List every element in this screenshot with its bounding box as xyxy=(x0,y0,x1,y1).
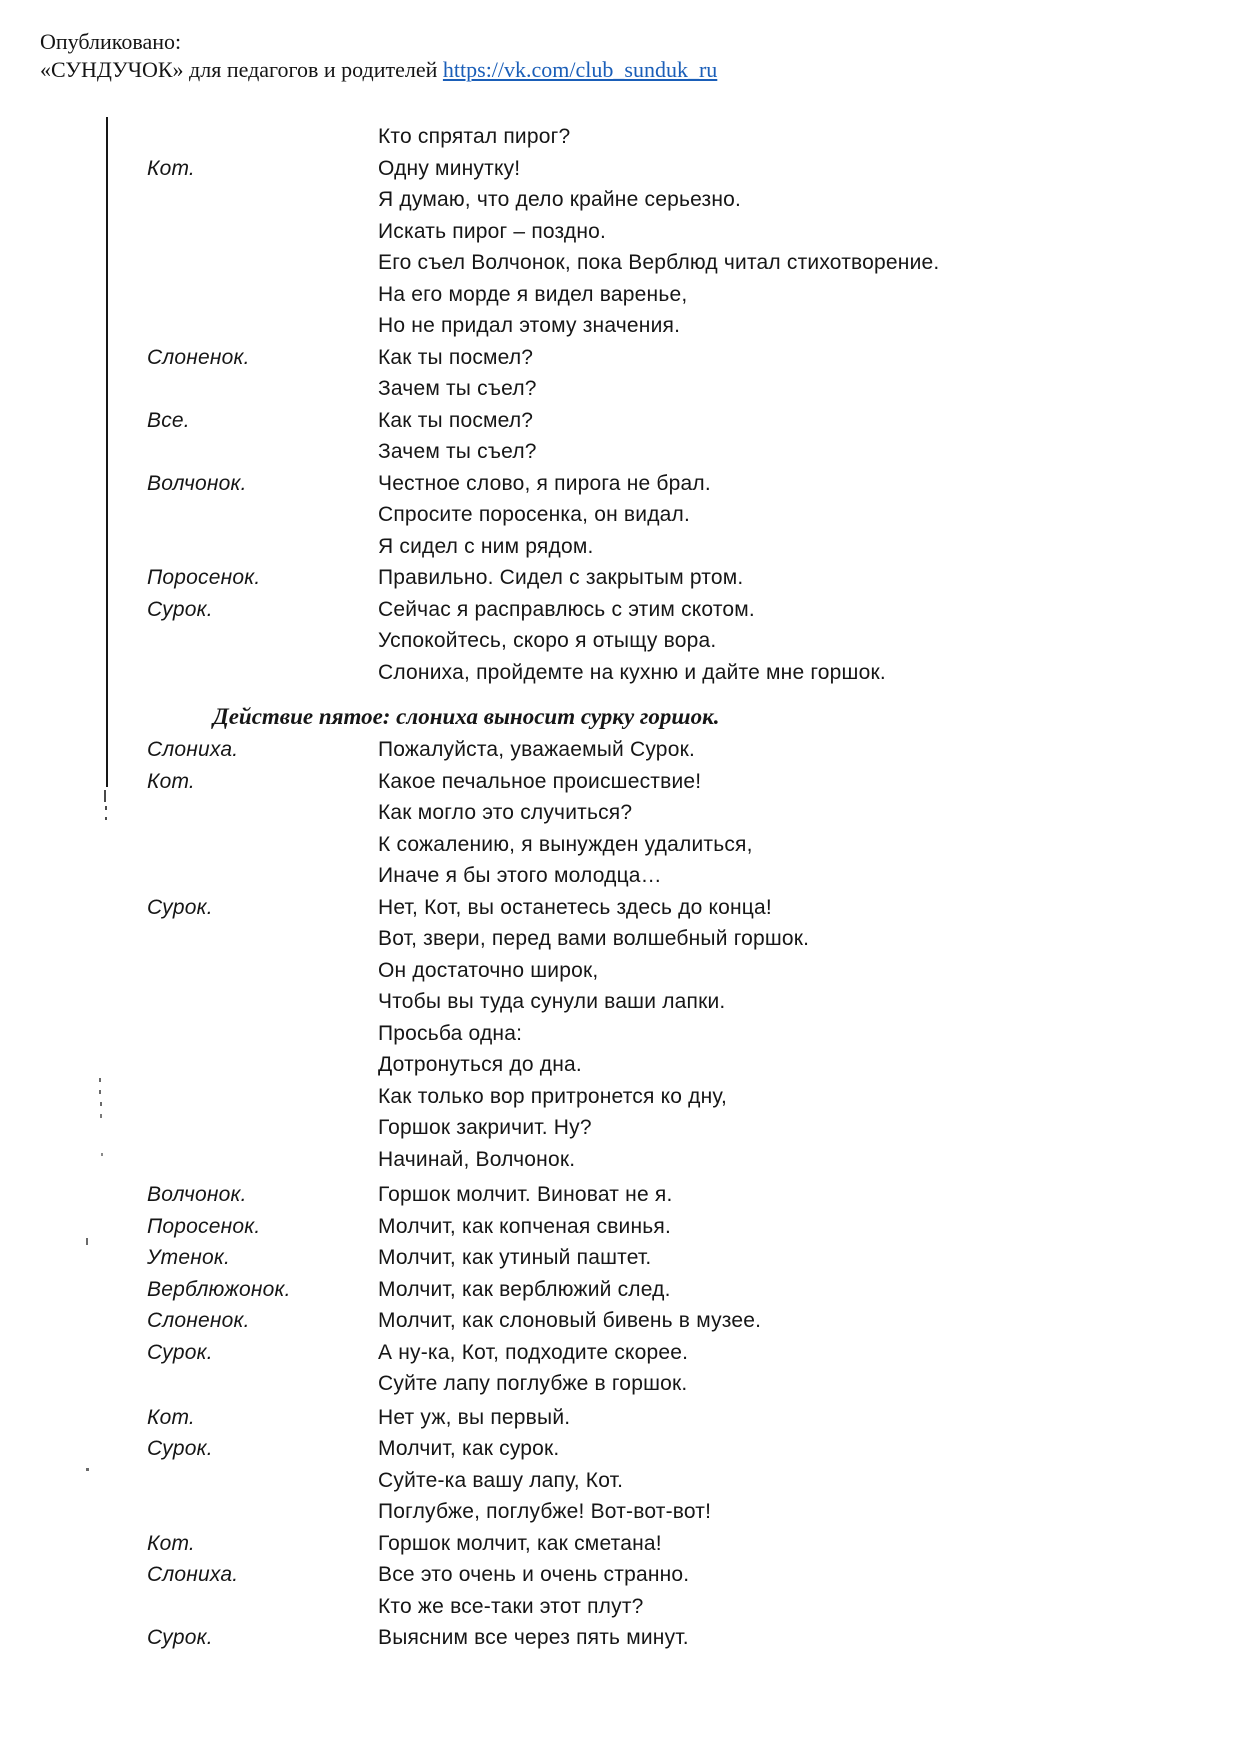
dialogue-line: Молчит, как копченая свинья. xyxy=(378,1214,672,1238)
act-heading: Действие пятое: слониха выносит сурку горшок. xyxy=(213,704,720,729)
script-row xyxy=(0,770,1240,802)
dialogue-line: Зачем ты съел? xyxy=(378,440,537,463)
script-row xyxy=(0,440,1240,472)
dialogue-line: Молчит, как слоновый бивень в музее. xyxy=(378,1309,762,1332)
script-row xyxy=(0,629,1240,661)
script-row xyxy=(0,157,1240,189)
dialogue-line: Иначе я бы этого молодца… xyxy=(378,864,662,887)
speaker-name: Поросенок. xyxy=(147,1214,261,1238)
script-row xyxy=(0,661,1240,693)
speaker-name: Сурок. xyxy=(147,1437,213,1460)
script-row xyxy=(0,1626,1240,1658)
dialogue-line: Суйте-ка вашу лапу, Кот. xyxy=(378,1468,624,1492)
published-label: Опубликовано: xyxy=(40,29,182,54)
dialogue-line: Горшок молчит, как сметана! xyxy=(378,1531,662,1555)
script-row xyxy=(0,188,1240,220)
dialogue-line: Его съел Волчонок, пока Верблюд читал стихотворение. xyxy=(378,251,940,274)
dialogue-line: Молчит, как сурок. xyxy=(378,1437,560,1460)
dialogue-line: К сожалению, я вынужден удалиться, xyxy=(378,832,753,856)
dialogue-line: Какое печальное происшествие! xyxy=(378,769,702,793)
dialogue-line: Кто же все-таки этот плут? xyxy=(378,1594,644,1618)
dialogue-line: Нет уж, вы первый. xyxy=(378,1405,571,1429)
script-row xyxy=(0,1116,1240,1148)
script-row xyxy=(0,1246,1240,1278)
script-row xyxy=(0,1309,1240,1341)
dialogue-line: Молчит, как утиный паштет. xyxy=(378,1246,652,1269)
script-area xyxy=(0,125,1240,1658)
dialogue-line: Как могло это случиться? xyxy=(378,801,633,824)
script-row xyxy=(0,251,1240,283)
dialogue-line: Я сидел с ним рядом. xyxy=(378,534,594,558)
script-row xyxy=(0,220,1240,252)
script-row xyxy=(0,990,1240,1022)
speaker-name: Слониха. xyxy=(147,1563,239,1586)
script-block-4 xyxy=(0,1406,1240,1532)
speaker-name: Сурок. xyxy=(147,895,213,919)
dialogue-line: Все это очень и очень странно. xyxy=(378,1563,690,1586)
speaker-name: Сурок. xyxy=(147,597,213,621)
dialogue-line: Как ты посмел? xyxy=(378,408,534,432)
dialogue-line: Нет, Кот, вы останетесь здесь до конца! xyxy=(378,895,772,919)
dialogue-line: Начинай, Волчонок. xyxy=(378,1147,576,1171)
speaker-name: Верблюжонок. xyxy=(147,1277,291,1301)
dialogue-line: Он достаточно широк, xyxy=(378,958,599,982)
dialogue-line: Искать пирог – поздно. xyxy=(378,219,607,243)
speaker-name: Волчонок. xyxy=(147,1183,247,1206)
speaker-name: Волчонок. xyxy=(147,471,247,495)
script-row xyxy=(0,896,1240,928)
dialogue-line: Пожалуйста, уважаемый Сурок. xyxy=(378,738,695,761)
script-row xyxy=(0,738,1240,770)
script-block-2 xyxy=(0,738,1240,1179)
dialogue-line: Я думаю, что дело крайне серьезно. xyxy=(378,188,742,211)
script-row xyxy=(0,1215,1240,1247)
dialogue-line: Выясним все через пять минут. xyxy=(378,1626,689,1649)
script-row xyxy=(0,1022,1240,1054)
speaker-name: Слониха. xyxy=(147,738,239,761)
dialogue-line: Горшок молчит. Виноват не я. xyxy=(378,1183,673,1206)
dialogue-line: Горшок закричит. Ну? xyxy=(378,1116,592,1139)
club-text: «СУНДУЧОК» для педагогов и родителей xyxy=(40,57,443,82)
dialogue-line: Дотронуться до дна. xyxy=(378,1053,582,1076)
script-block-5 xyxy=(0,1532,1240,1658)
script-row xyxy=(0,1469,1240,1501)
dialogue-line: Слониха, пройдемте на кухню и дайте мне горшок. xyxy=(378,660,886,684)
script-row xyxy=(0,1341,1240,1373)
speaker-name: Кот. xyxy=(147,156,195,180)
speaker-name: Сурок. xyxy=(147,1340,213,1364)
script-row xyxy=(0,927,1240,959)
dialogue-line: А ну-ка, Кот, подходите скорее. xyxy=(378,1340,689,1364)
script-row xyxy=(0,1532,1240,1564)
script-row xyxy=(0,377,1240,409)
script-row xyxy=(0,1437,1240,1469)
dialogue-line: Просьба одна: xyxy=(378,1021,523,1045)
script-row xyxy=(0,1053,1240,1085)
dialogue-line: Успокойтесь, скоро я отыщу вора. xyxy=(378,629,717,652)
script-row xyxy=(0,1148,1240,1180)
script-row xyxy=(0,1278,1240,1310)
dialogue-line: Зачем ты съел? xyxy=(378,377,537,400)
published-line xyxy=(40,56,717,84)
dialogue-line: Правильно. Сидел с закрытым ртом. xyxy=(378,566,744,589)
speaker-name: Поросенок. xyxy=(147,566,261,589)
dialogue-line: Но не придал этому значения. xyxy=(378,314,681,337)
script-block-3 xyxy=(0,1183,1240,1404)
publication-header xyxy=(40,28,717,84)
dialogue-line: Кто спрятал пирог? xyxy=(378,125,571,148)
speaker-name: Слоненок. xyxy=(147,1309,250,1332)
script-row xyxy=(0,1595,1240,1627)
script-row xyxy=(0,346,1240,378)
dialogue-line: Одну минутку! xyxy=(378,156,521,180)
script-row xyxy=(0,472,1240,504)
dialogue-line: Сейчас я расправлюсь с этим скотом. xyxy=(378,597,755,621)
script-row xyxy=(0,1372,1240,1404)
dialogue-line: Поглубже, поглубже! Вот-вот-вот! xyxy=(378,1500,712,1523)
script-row xyxy=(0,283,1240,315)
script-row xyxy=(0,598,1240,630)
script-row xyxy=(0,1406,1240,1438)
dialogue-line: Чтобы вы туда сунули ваши лапки. xyxy=(378,990,726,1013)
dialogue-line: Спросите поросенка, он видал. xyxy=(378,503,691,526)
script-row xyxy=(0,801,1240,833)
dialogue-line: Честное слово, я пирога не брал. xyxy=(378,471,711,495)
script-row xyxy=(0,125,1240,157)
dialogue-line: Вот, звери, перед вами волшебный горшок. xyxy=(378,927,810,950)
script-row xyxy=(0,1500,1240,1532)
speaker-name: Кот. xyxy=(147,1531,195,1555)
dialogue-line: На его морде я видел варенье, xyxy=(378,282,688,306)
dialogue-line: Как только вор притронется ко дну, xyxy=(378,1084,728,1108)
script-row xyxy=(0,1183,1240,1215)
speaker-name: Все. xyxy=(147,408,190,432)
speaker-name: Сурок. xyxy=(147,1626,213,1649)
script-row xyxy=(0,1085,1240,1117)
speaker-name: Кот. xyxy=(147,769,195,793)
script-row xyxy=(0,314,1240,346)
script-row xyxy=(0,503,1240,535)
script-row xyxy=(0,864,1240,896)
speaker-name: Кот. xyxy=(147,1405,195,1429)
script-row xyxy=(0,959,1240,991)
script-row xyxy=(0,535,1240,567)
dialogue-line: Как ты посмел? xyxy=(378,345,534,369)
dialogue-line: Суйте лапу поглубже в горшок. xyxy=(378,1372,688,1395)
script-row xyxy=(0,833,1240,865)
script-block-1 xyxy=(0,125,1240,692)
speaker-name: Слоненок. xyxy=(147,345,250,369)
speaker-name: Утенок. xyxy=(147,1246,230,1269)
script-row xyxy=(0,1563,1240,1595)
vk-link[interactable]: https://vk.com/club_sunduk_ru xyxy=(442,57,718,82)
script-row xyxy=(0,409,1240,441)
script-row xyxy=(0,566,1240,598)
dialogue-line: Молчит, как верблюжий след. xyxy=(378,1277,671,1301)
